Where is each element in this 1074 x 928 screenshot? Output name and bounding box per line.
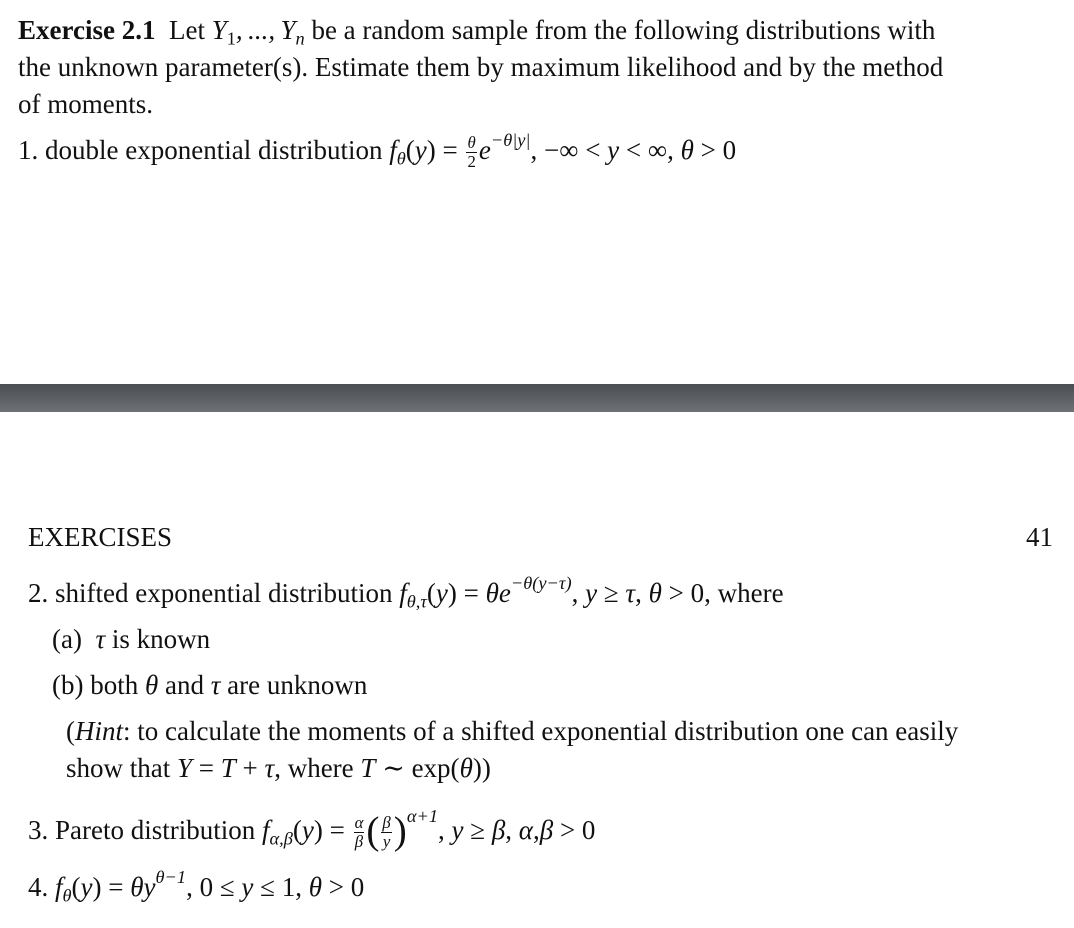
hint-show-that: show that (66, 753, 171, 783)
item-2b-and: and (165, 670, 204, 700)
intro-let: Let (168, 15, 205, 45)
item-1-number: 1. (18, 135, 39, 165)
exercise-intro-line2: the unknown parameter(s). Estimate them by maximum likelihood and by the method (18, 52, 944, 82)
item-1 (18, 129, 737, 172)
exercise-label: Exercise 2.1 (18, 15, 156, 45)
top-page (0, 0, 1074, 384)
hint-line2 (66, 750, 491, 786)
item-3-number: 3. (28, 815, 49, 845)
page-separator (0, 384, 1074, 412)
item-3-formula: $f_{\alpha,\beta}(y)$ = $\frac{\alpha}{\beta}$ ( $\frac{\beta}{y}$ )$^{\alpha+1}$, y ≥ β, α,β > 0 (261, 805, 596, 853)
theta-symbol: θ (145, 670, 159, 700)
bottom-page (0, 412, 1074, 928)
item-2-formula: $f_{\theta,\tau}(y) = \theta e^{-\theta(y-\tau)}$, y ≥ τ, θ > 0, (399, 572, 711, 612)
exercise-intro-line1 (18, 12, 935, 48)
item-4 (28, 866, 365, 906)
hint-line1: (Hint: to calculate the moments of a shifted exponential distribution one can easily (66, 716, 959, 746)
item-2a-label: (a) (52, 624, 82, 654)
exercise-intro-line3: of moments. (18, 89, 153, 119)
item-2a (52, 621, 210, 657)
hint-where: where (287, 753, 354, 783)
item-2a-text: is known (111, 624, 211, 654)
item-2 (28, 572, 784, 612)
hint-formula-1: Y = T + τ, (177, 753, 281, 783)
hint-formula-2: T ∼ exp(θ) (360, 753, 482, 783)
sample-notation: $Y_1$, ..., $Y_n$ (211, 15, 305, 49)
hint-label: Hint (75, 716, 124, 746)
item-3 (28, 805, 596, 853)
page-number: 41 (1026, 522, 1053, 552)
item-2-text: shifted exponential distribution (55, 578, 393, 608)
item-1-text: double exponential distribution (45, 135, 383, 165)
item-4-formula: $f_\theta(y) = \theta y^{\theta-1}$, 0 ≤ y ≤ 1, θ > 0 (55, 866, 365, 906)
item-2-where: where (717, 578, 784, 608)
intro-line1-rest: be a random sample from the following distributions with (311, 15, 936, 45)
item-4-number: 4. (28, 872, 49, 902)
item-1-formula: $f_\theta(y)$ = $\frac{\theta}{2}$ $e^{-\theta|y|}$, −∞ < y < ∞, θ > 0 (389, 129, 737, 172)
tau-symbol-2: τ (210, 670, 221, 700)
item-2b-text: are unknown (227, 670, 368, 700)
tau-symbol: τ (88, 624, 106, 654)
item-2b-label: (b) (52, 670, 84, 700)
hint-close: ) (481, 753, 491, 783)
hint-line1-text: : to calculate the moments of a shifted exponential distribution one can easily (123, 716, 959, 746)
item-2b-both: both (90, 670, 139, 700)
item-2-number: 2. (28, 578, 49, 608)
running-header: EXERCISES (28, 522, 173, 552)
item-3-text: Pareto distribution (55, 815, 256, 845)
item-2b (52, 667, 367, 703)
